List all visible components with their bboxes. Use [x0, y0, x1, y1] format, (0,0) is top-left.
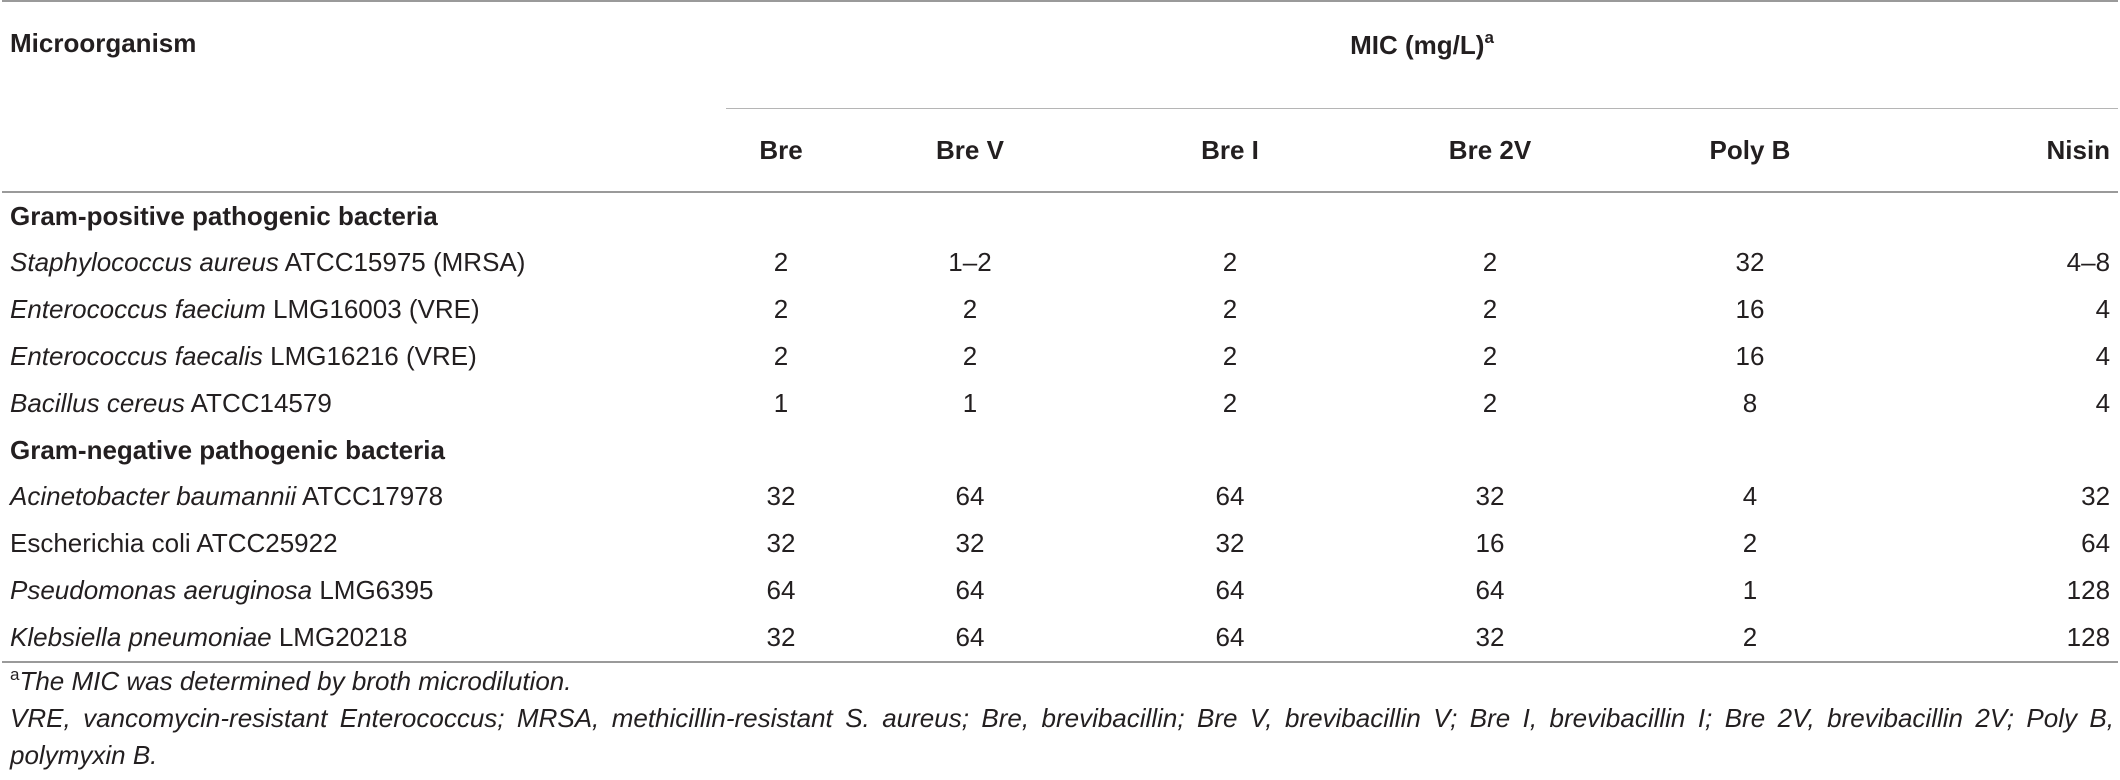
- header-microorganism: Microorganism: [10, 28, 197, 58]
- species-name: Enterococcus faecalis: [10, 341, 263, 371]
- organism-cell: [2, 239, 726, 286]
- table-row: [2, 473, 2118, 520]
- value-cell: 2: [1222, 247, 1238, 277]
- header-mic: [726, 1, 2118, 109]
- value-cell: 64: [1104, 614, 1356, 662]
- footnote-a: [10, 656, 2114, 700]
- value-cell: 32: [726, 614, 836, 662]
- strain-name: ATCC17978: [296, 481, 444, 511]
- value-cell: 2: [1222, 388, 1238, 418]
- value-cell: 64: [2081, 528, 2111, 558]
- value-cell: 32: [955, 528, 985, 558]
- value-cell: 1: [773, 388, 789, 418]
- value-cell: 32: [766, 481, 796, 511]
- value-cell: 2: [773, 294, 789, 324]
- value-cell: 4: [2095, 294, 2111, 324]
- species-name: Bacillus cereus: [10, 388, 185, 418]
- species-name: Staphylococcus aureus: [10, 247, 279, 277]
- value-cell: 64: [955, 575, 985, 605]
- strain-name: LMG20218: [271, 622, 408, 652]
- value-cell: 64: [766, 575, 796, 605]
- header-col-nisin: Nisin: [2046, 134, 2111, 165]
- organism-cell: [2, 520, 726, 567]
- strain-name: LMG16003 (VRE): [265, 294, 480, 324]
- value-cell: 1–2: [948, 247, 992, 277]
- value-cell: 2: [962, 341, 978, 371]
- value-cell: 128: [1876, 614, 2118, 662]
- strain-name: LMG16216 (VRE): [262, 341, 477, 371]
- value-cell: 2: [1222, 341, 1238, 371]
- value-cell: 2: [1482, 294, 1498, 324]
- value-cell: 32: [1735, 247, 1765, 277]
- value-cell: 2: [1482, 341, 1498, 371]
- organism-cell: [2, 380, 726, 427]
- value-cell: 2: [1742, 528, 1758, 558]
- value-cell: 32: [766, 528, 796, 558]
- strain-name: Escherichia coli ATCC25922: [10, 528, 338, 558]
- footnote-a-text: The MIC was determined by broth microdilution.: [19, 666, 572, 696]
- header-blank: [2, 109, 726, 193]
- table-row: [2, 380, 2118, 427]
- header-row-2: [2, 109, 2118, 193]
- value-cell: 64: [955, 481, 985, 511]
- header-col-bre-2v: Bre 2V: [1448, 134, 1532, 165]
- value-cell: 1: [962, 388, 978, 418]
- section-title-gram-positive: Gram-positive pathogenic bacteria: [10, 200, 438, 231]
- value-cell: 64: [836, 614, 1104, 662]
- header-mic-sup: a: [1484, 28, 1494, 47]
- footnote-abbreviations: VRE, vancomycin-resistant Enterococcus; MRSA, methicillin-resistant S. aureus; Bre, brevibacillin; Bre V, brevibacillin V; Bre I, brevibacillin I; Bre 2V, brevibacillin 2V; Poly B, polymyxin B.: [10, 703, 2114, 770]
- value-cell: 32: [1215, 528, 1245, 558]
- value-cell: 64: [1475, 575, 1505, 605]
- value-cell: 2: [1482, 388, 1498, 418]
- value-cell: 64: [1215, 575, 1245, 605]
- value-cell: 128: [2066, 575, 2111, 605]
- value-cell: 2: [773, 341, 789, 371]
- organism-cell: [2, 567, 726, 614]
- value-cell: 2: [773, 247, 789, 277]
- value-cell: 4: [2095, 388, 2111, 418]
- organism-cell: [2, 286, 726, 333]
- value-cell: 2: [1482, 247, 1498, 277]
- mic-table: [2, 0, 2118, 663]
- value-cell: 16: [1475, 528, 1505, 558]
- value-cell: 16: [1735, 294, 1765, 324]
- value-cell: 32: [2081, 481, 2111, 511]
- value-cell: 64: [1215, 481, 1245, 511]
- header-col-poly-b: Poly B: [1709, 134, 1791, 165]
- species-name: Klebsiella pneumoniae: [10, 622, 272, 652]
- value-cell: 4: [1742, 481, 1758, 511]
- footnote-a-marker: a: [10, 665, 20, 684]
- organism-cell: [2, 614, 726, 662]
- strain-name: ATCC14579: [184, 388, 332, 418]
- table-row: [2, 520, 2118, 567]
- table-row: [2, 614, 2118, 662]
- header-col-bre-i: Bre I: [1201, 134, 1259, 165]
- section-row: [2, 192, 2118, 239]
- table-row: [2, 239, 2118, 286]
- value-cell: 2: [1222, 294, 1238, 324]
- value-cell: 2: [1624, 614, 1876, 662]
- value-cell: 32: [1475, 481, 1505, 511]
- table-row: [2, 333, 2118, 380]
- header-mic-label: MIC (mg/L): [1350, 30, 1485, 60]
- header-col-bre: Bre: [759, 134, 803, 165]
- value-cell: 32: [1356, 614, 1624, 662]
- species-name: Acinetobacter baumannii: [10, 481, 297, 511]
- table-row: [2, 286, 2118, 333]
- organism-cell: [2, 473, 726, 520]
- species-name: Pseudomonas aeruginosa: [10, 575, 313, 605]
- table-footnotes: [10, 656, 2114, 774]
- table-row: [2, 567, 2118, 614]
- value-cell: 2: [962, 294, 978, 324]
- value-cell: 4–8: [2066, 247, 2111, 277]
- section-title-gram-negative: Gram-negative pathogenic bacteria: [10, 434, 445, 465]
- header-col-bre-v: Bre V: [936, 134, 1004, 165]
- strain-name: ATCC15975 (MRSA): [278, 247, 526, 277]
- species-name: Enterococcus faecium: [10, 294, 266, 324]
- value-cell: 16: [1735, 341, 1765, 371]
- section-row: [2, 427, 2118, 473]
- strain-name: LMG6395: [312, 575, 434, 605]
- value-cell: 4: [2095, 341, 2111, 371]
- value-cell: 8: [1742, 388, 1758, 418]
- organism-cell: [2, 333, 726, 380]
- value-cell: 1: [1742, 575, 1758, 605]
- header-row-1: [2, 1, 2118, 109]
